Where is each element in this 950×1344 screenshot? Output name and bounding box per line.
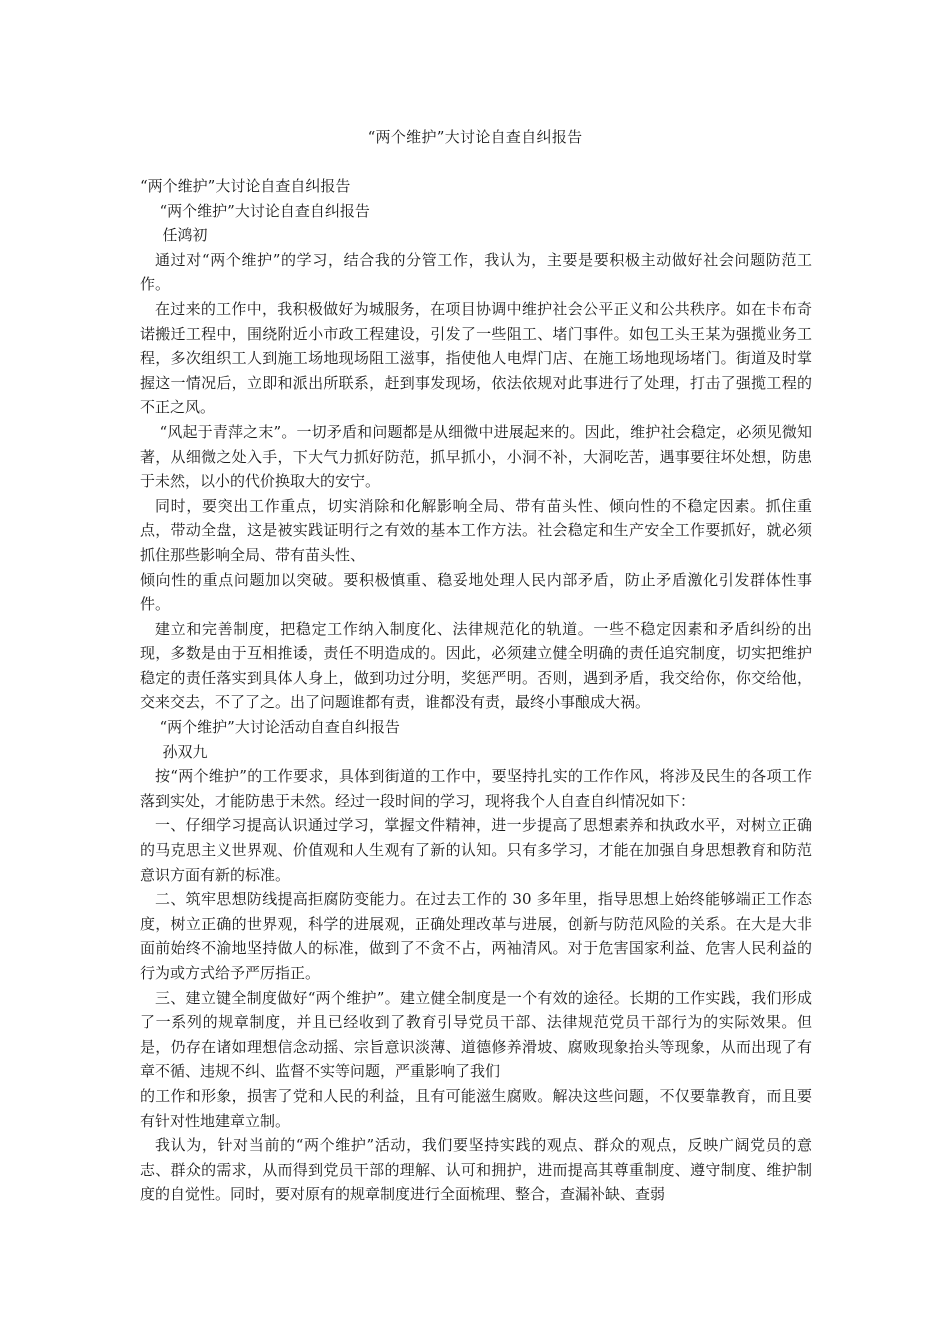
paragraph: 按“两个维护”的工作要求，具体到街道的工作中，要坚持扎实的工作作风，将涉及民生的各项工作落到实处，才能防患于未然。经过一段时间的学习，现将我个人自查自纠情况如下：	[140, 767, 812, 810]
paragraph: 建立和完善制度，把稳定工作纳入制度化、法律规范化的轨道。一些不稳定因素和矛盾纠纷的出现，多数是由于互相推诿，责任不明造成的。因此，必须建立健全明确的责任追究制度，切实把维护稳定的责任落实到具体人身上，做到功过分明，奖惩严明。否则，遇到矛盾，我交给你，你交给他，交来交去，不了了之。出了问题谁都有责，谁都没有责，最终小事酿成大祸。	[140, 619, 812, 712]
paragraph: 一、仔细学习提高认识通过学习，掌握文件精神，进一步提高了思想素养和执政水平，对树立正确的马克思主义世界观、价值观和人生观有了新的认知。只有多学习，才能在加强自身思想教育和防范意识方面有新的标准。	[140, 816, 812, 884]
document-body	[140, 174, 812, 1207]
paragraph: 孙双九	[162, 742, 208, 761]
paragraph: 的工作和形象，损害了党和人民的利益，且有可能滋生腐败。解决这些问题，不仅要靠教育，而且要有针对性地建章立制。	[140, 1086, 812, 1130]
paragraph: 在过来的工作中，我积极做好为城服务，在项目协调中维护社会公平正义和公共秩序。如在卡布奇诺搬迁工程中，围绕附近小市政工程建设，引发了一些阻工、堵门事件。如包工头王某为强揽业务工程，多次组织工人到施工场地现场阻工滋事，指使他人电焊门店、在施工场地现场堵门。街道及时掌握这一情况后，立即和派出所联系，赶到事发现场，依法依规对此事进行了处理，打击了强揽工程的不正之风。	[140, 299, 812, 417]
paragraph: 二、筑牢思想防线提高拒腐防变能力。在过去工作的 30 多年里，指导思想上始终能够端正工作态度，树立正确的世界观，科学的进展观，正确处理改革与进展，创新与防范风险的关系。在大是大非面前始终不渝地坚持做人的标准，做到了不贪不占，两袖清风。对于危害国家利益、危害人民利益的行为或方式给予严厉指正。	[140, 890, 812, 982]
paragraph: 任鸿初	[162, 226, 208, 245]
paragraph: 我认为，针对当前的“两个维护”活动，我们要坚持实践的观点、群众的观点，反映广阔党员的意志、群众的需求，从而得到党员干部的理解、认可和拥护，进而提高其尊重制度、遵守制度、维护制度的自觉性。同时，要对原有的规章制度进行全面梳理、整合，查漏补缺、查弱	[140, 1136, 812, 1204]
paragraph: 倾向性的重点问题加以突破。要积极慎重、稳妥地处理人民内部矛盾，防止矛盾激化引发群体性事件。	[140, 570, 812, 614]
paragraph: “两个维护”大讨论活动自查自纠报告	[159, 718, 400, 737]
document-title: “两个维护”大讨论自查自纠报告	[367, 128, 583, 146]
paragraph: “两个维护”大讨论自查自纠报告	[159, 201, 370, 220]
paragraph: 同时，要突出工作重点，切实消除和化解影响全局、带有苗头性、倾向性的不稳定因素。抓住重点，带动全盘，这是被实践证明行之有效的基本工作方法。社会稳定和生产安全工作要抓好，就必须抓住那些影响全局、带有苗头性、	[140, 496, 812, 564]
paragraph: “两个维护”大讨论自查自纠报告	[140, 177, 351, 195]
paragraph: “风起于青萍之末”。一切矛盾和问题都是从细微中进展起来的。因此，维护社会稳定，必须见微知著，从细微之处入手，下大气力抓好防范，抓早抓小，小洞不补，大洞吃苦，遇事要往坏处想，防患于未然，以小的代价换取大的安宁。	[140, 422, 812, 491]
paragraph: 三、建立键全制度做好“两个维护”。建立健全制度是一个有效的途径。长期的工作实践，我们形成了一系列的规章制度，并且已经收到了教育引导党员干部、法律规范党员干部行为的实际效果。但是，仍存在诸如理想信念动摇、宗旨意识淡薄、道德修养滑坡、腐败现象抬头等现象，从而出现了有章不循、违规不纠、监督不实等问题，严重影响了我们	[140, 988, 812, 1081]
paragraph: 通过对“两个维护”的学习，结合我的分管工作，我认为，主要是要积极主动做好社会问题防范工作。	[140, 250, 812, 294]
